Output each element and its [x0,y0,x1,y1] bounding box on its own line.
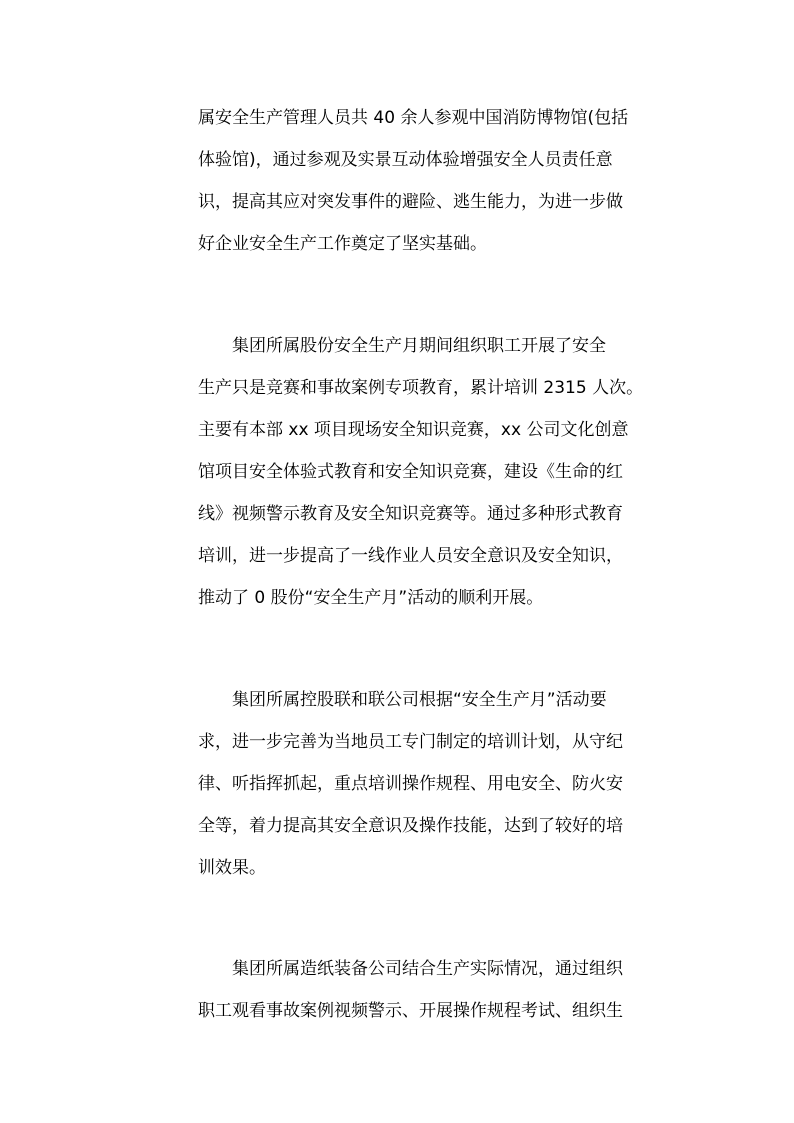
paragraph-line: 职工观看事故案例视频警示、开展操作规程考试、组织生 [198,1001,623,1021]
paragraph-line: 体验馆)，通过参观及实景互动体验增强安全人员责任意 [198,150,613,170]
paragraph-line: 集团所属股份安全生产月期间组织职工开展了安全 [232,336,606,356]
paragraph-line: 全等，着力提高其安全意识及操作技能，达到了较好的培 [198,816,623,836]
paragraph-line: 集团所属控股联和联公司根据“安全生产月”活动要 [232,690,607,710]
paragraph-line: 律、听指挥抓起，重点培训操作规程、用电安全、防火安 [198,774,623,794]
paragraph-line: 主要有本部 xx 项目现场安全知识竞赛，xx 公司文化创意 [198,420,629,440]
paragraph-line: 识，提高其应对突发事件的避险、逃生能力，为进一步做 [198,192,623,212]
paragraph-line: 馆项目安全体验式教育和安全知识竞赛，建设《生命的红 [198,462,623,482]
paragraph-line: 生产只是竞赛和事故案例专项教育，累计培训 2315 人次。 [198,378,644,398]
paragraph-line: 好企业安全生产工作奠定了坚实基础。 [198,234,487,254]
paragraph-line: 线》视频警示教育及安全知识竞赛等。通过多种形式教育 [198,504,623,524]
paragraph-line: 培训，进一步提高了一线作业人员安全意识及安全知识， [198,546,623,566]
paragraph-line: 集团所属造纸装备公司结合生产实际情况，通过组织 [232,959,623,979]
paragraph-line: 属安全生产管理人员共 40 余人参观中国消防博物馆(包括 [198,108,629,128]
paragraph-line: 求，进一步完善为当地员工专门制定的培训计划，从守纪 [198,732,623,752]
paragraph-line: 训效果。 [198,858,266,878]
paragraph-line: 推动了 0 股份“安全生产月”活动的顺利开展。 [198,588,544,608]
